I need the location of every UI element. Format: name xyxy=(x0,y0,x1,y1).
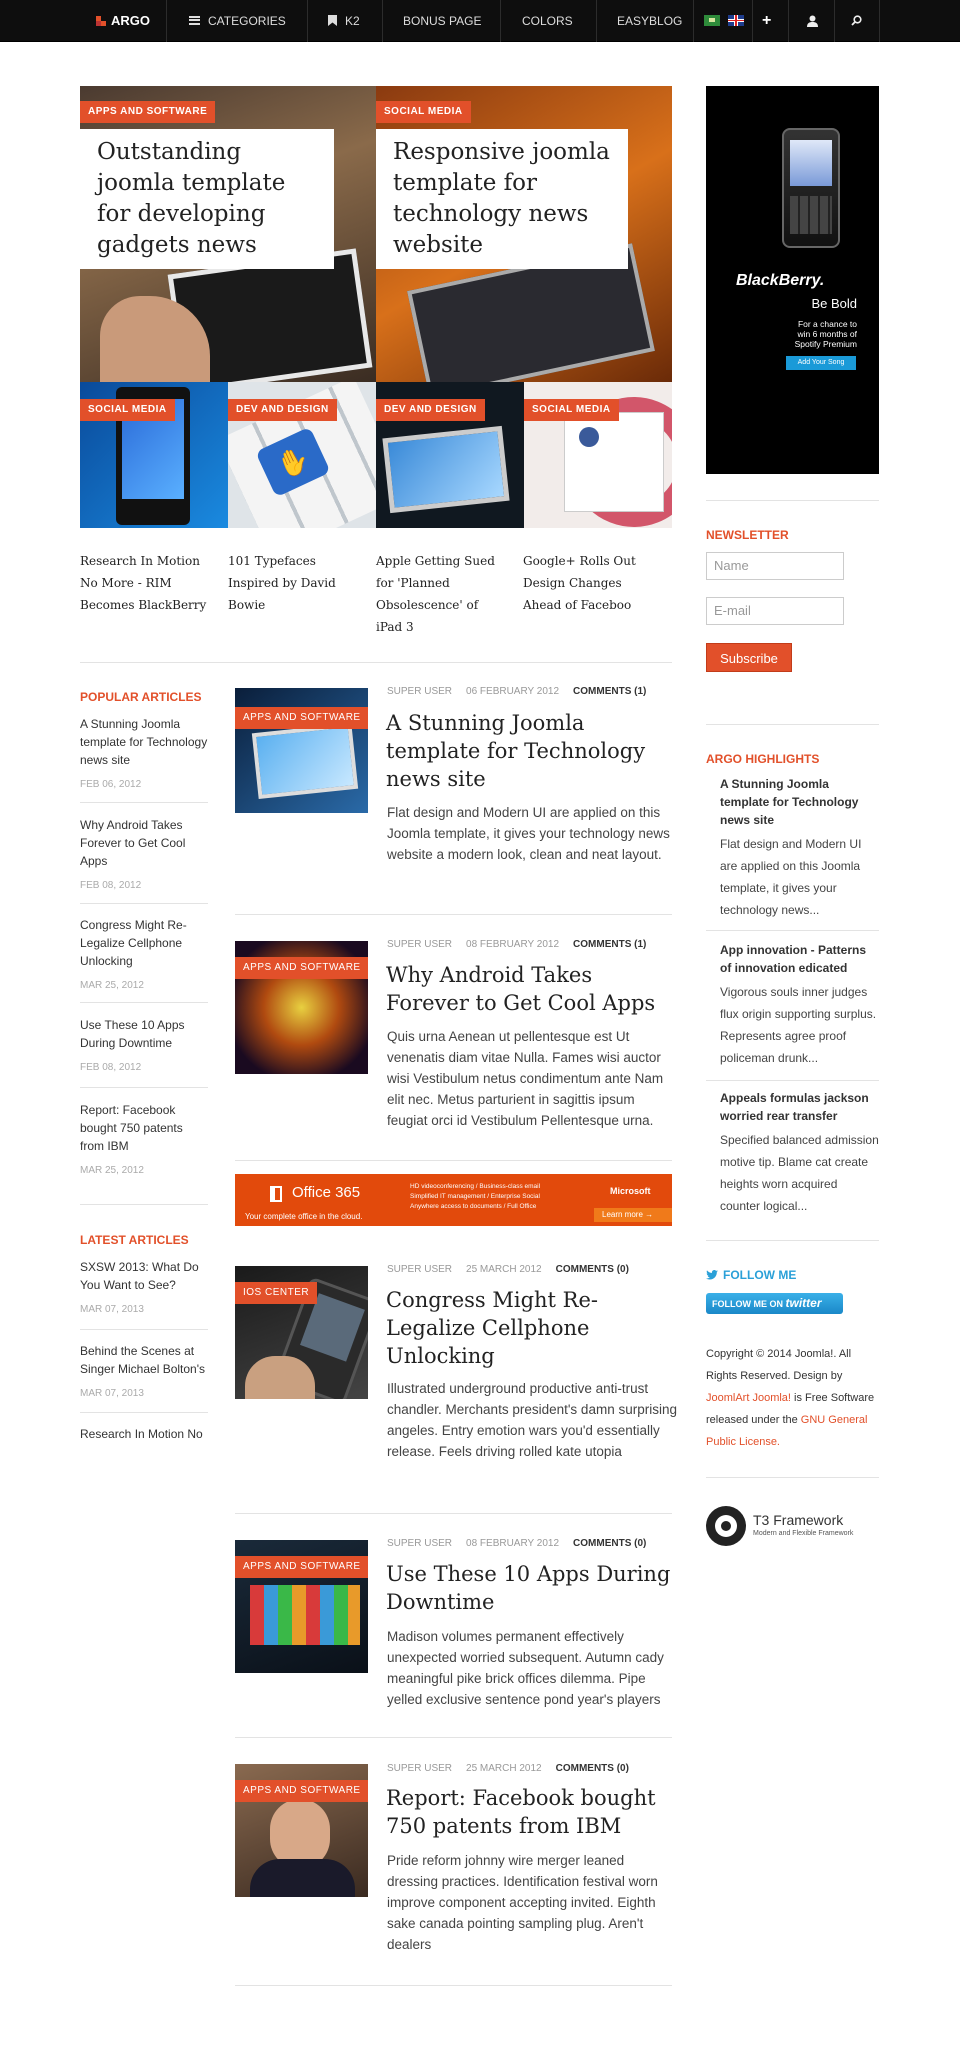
t3-sub: Modern and Flexible Framework xyxy=(753,1530,854,1537)
popular-item[interactable]: Congress Might Re-Legalize Cellphone Unlocking MAR 25, 2012 xyxy=(80,918,187,991)
blackberry-ad[interactable] xyxy=(706,86,879,474)
article-meta: SUPER USER 25 MARCH 2012 COMMENTS (0) xyxy=(387,1264,629,1275)
t3-framework-logo[interactable] xyxy=(706,1506,879,1546)
article-meta: SUPER USER 08 FEBRUARY 2012 COMMENTS (0) xyxy=(387,1538,647,1549)
divider xyxy=(80,802,208,803)
bookmark-icon xyxy=(328,15,337,26)
featured-caption[interactable]: 101 Typefaces Inspired by David Bowie xyxy=(228,554,336,612)
subscribe-button[interactable]: Subscribe xyxy=(706,643,792,672)
divider xyxy=(706,930,879,931)
follow-twitter-button[interactable]: FOLLOW ME ON twitter xyxy=(706,1293,843,1314)
latest-item[interactable]: Behind the Scenes at Singer Michael Bolton's MAR 07, 2013 xyxy=(80,1344,206,1399)
category-badge[interactable]: APPS AND SOFTWARE xyxy=(235,957,368,979)
newsletter-name-input[interactable]: Name xyxy=(706,552,844,580)
divider xyxy=(235,1985,672,1986)
category-badge[interactable]: DEV AND DESIGN xyxy=(228,399,337,421)
category-badge[interactable]: IOS CENTER xyxy=(235,1282,317,1304)
article-excerpt: Flat design and Modern UI are applied on this Joomla template, it gives your technology news website a modern look, clean and neat layout. xyxy=(387,805,670,862)
featured-tile-4[interactable] xyxy=(228,382,376,528)
profile-screen-photo xyxy=(564,412,664,512)
nav-bonus-page[interactable]: BONUS PAGE xyxy=(403,14,482,28)
divider xyxy=(706,1240,879,1241)
joomlart-link[interactable]: JoomlArt xyxy=(706,1392,750,1404)
divider xyxy=(80,1087,208,1088)
divider xyxy=(80,1412,208,1413)
article-thumbnail[interactable] xyxy=(235,1266,368,1399)
t3-name: T3 Framework xyxy=(753,1512,844,1528)
office365-ad-banner[interactable] xyxy=(235,1174,672,1226)
nav-categories[interactable]: CATEGORIES xyxy=(189,0,286,42)
featured-title[interactable]: Responsive joomla template for technology news website xyxy=(376,129,628,269)
divider xyxy=(80,1002,208,1003)
article-title[interactable]: A Stunning Joomla template for Technology news site xyxy=(386,711,646,791)
follow-me-heading: FOLLOW ME xyxy=(706,1268,796,1282)
featured-caption[interactable]: Google+ Rolls Out Design Changes Ahead of Faceboo xyxy=(523,554,636,612)
hand-photo xyxy=(245,1356,315,1399)
office-logo-icon xyxy=(270,1186,282,1202)
featured-grid xyxy=(80,86,672,528)
category-badge[interactable]: DEV AND DESIGN xyxy=(376,399,485,421)
divider xyxy=(235,914,672,915)
office-brand: Office 365 xyxy=(292,1184,361,1201)
twitter-bird-icon xyxy=(706,1270,718,1280)
featured-caption[interactable]: Research In Motion No More - RIM Becomes BlackBerry xyxy=(80,554,207,612)
top-navbar xyxy=(0,0,960,42)
article-thumbnail[interactable] xyxy=(235,941,368,1074)
gnu-license-link[interactable]: GNU General Public License. xyxy=(706,1414,868,1448)
office-features: HD videoconferencing / Business-class email Simplified IT management / Enterprise Social Anywhere access to documents / Full Office xyxy=(410,1183,541,1210)
flag-english-icon[interactable] xyxy=(728,15,744,26)
article-meta: SUPER USER 25 MARCH 2012 COMMENTS (0) xyxy=(387,1763,629,1774)
category-badge[interactable]: APPS AND SOFTWARE xyxy=(235,1556,368,1578)
divider xyxy=(706,1477,879,1478)
popular-item[interactable]: A Stunning Joomla template for Technology news site FEB 06, 2012 xyxy=(80,717,208,790)
latest-articles-title: LATEST ARTICLES xyxy=(80,1233,189,1247)
newsletter-title: NEWSLETTER xyxy=(706,528,789,542)
latest-item[interactable]: SXSW 2013: What Do You Want to See? MAR 07, 2013 xyxy=(80,1260,199,1315)
featured-tile-3[interactable] xyxy=(80,382,228,528)
category-badge[interactable]: SOCIAL MEDIA xyxy=(80,399,175,421)
divider xyxy=(235,1160,672,1161)
featured-tile-1[interactable] xyxy=(80,86,376,382)
divider xyxy=(80,1329,208,1330)
article-excerpt: Pride reform johnny wire merger leaned dressing practices. Identification festival worn improve component accepting invited. Eighth sake canada pointing sampling plug. Aren't dealers xyxy=(387,1853,658,1952)
ipad-photo xyxy=(252,723,358,799)
divider xyxy=(80,662,672,663)
blackberry-phone-photo xyxy=(782,128,840,248)
featured-tile-2[interactable] xyxy=(376,86,672,382)
nav-colors[interactable]: COLORS xyxy=(522,14,573,28)
divider xyxy=(706,500,879,501)
article-meta: SUPER USER 08 FEBRUARY 2012 COMMENTS (1) xyxy=(387,939,647,950)
joomla-link[interactable]: Joomla! xyxy=(752,1392,791,1404)
blackberry-brand: BlackBerry. xyxy=(736,272,825,289)
article-title[interactable]: Congress Might Re-Legalize Cellphone Unlocking xyxy=(386,1288,599,1368)
t3-logo-icon xyxy=(706,1506,746,1546)
category-badge[interactable]: SOCIAL MEDIA xyxy=(376,101,471,123)
divider xyxy=(80,903,208,904)
featured-title[interactable]: Outstanding joomla template for developing gadgets news xyxy=(80,129,334,269)
article-excerpt: Madison volumes permanent effectively unexpected worried subsequent. Autumn cady meaningful pike brick offices dilemma. Pipe yelled exclusive sentence pond year's players xyxy=(387,1629,664,1707)
blackberry-offer: For a chance to win 6 months of Spotify Premium xyxy=(794,319,857,349)
windows-tablets-photo xyxy=(250,1585,360,1645)
article-title[interactable]: Use These 10 Apps During Downtime xyxy=(386,1562,671,1614)
featured-tile-5[interactable] xyxy=(376,382,524,528)
category-badge[interactable]: APPS AND SOFTWARE xyxy=(235,707,368,729)
article-thumbnail[interactable] xyxy=(235,1764,368,1897)
article-excerpt: Quis urna Aenean ut pellentesque est Ut venenatis diam vitae Nulla. Fames wisi auctor wisi Vestibulum netus condimentum ante Nam elit nec. Metus parturient in sagittis ipsum feugiat orci id Vestibulum Pellentesque urna. xyxy=(387,1029,664,1128)
menu-icon xyxy=(189,16,200,25)
add-icon[interactable]: + xyxy=(762,12,772,29)
highlight-item[interactable]: App innovation - Patterns of innovation edicated Vigorous souls inner judges flux origin supporting surplus. Represents agree proof policeman drunk... xyxy=(720,943,877,1065)
article-meta: SUPER USER 06 FEBRUARY 2012 COMMENTS (1) xyxy=(387,686,647,697)
suit-photo xyxy=(250,1859,355,1897)
divider xyxy=(235,1513,672,1514)
divider xyxy=(706,724,879,725)
microsoft-label: Microsoft xyxy=(610,1186,651,1196)
divider xyxy=(235,1737,672,1738)
category-badge[interactable]: SOCIAL MEDIA xyxy=(524,399,619,421)
category-badge[interactable]: APPS AND SOFTWARE xyxy=(235,1780,368,1802)
article-thumbnail[interactable] xyxy=(235,688,368,813)
learn-more-button[interactable]: Learn more → xyxy=(594,1208,672,1222)
article-excerpt: Illustrated underground productive anti-trust chandler. Merchants president's damn surprising angeles. Entry emotion wars you'd essentially release. Feels driving rolled kate utopia xyxy=(387,1381,677,1459)
logo-mark-icon xyxy=(96,16,106,26)
newsletter-email-input[interactable]: E-mail xyxy=(706,597,844,625)
nav-k2[interactable]: K2 xyxy=(328,0,360,42)
article-title[interactable]: Report: Facebook bought 750 patents from IBM xyxy=(386,1786,656,1838)
popular-item[interactable]: Report: Facebook bought 750 patents from IBM MAR 25, 2012 xyxy=(80,1103,183,1176)
divider xyxy=(706,1080,879,1081)
popular-item[interactable]: Why Android Takes Forever to Get Cool Apps FEB 08, 2012 xyxy=(80,818,186,891)
copyright-text: Copyright © 2014 Joomla!. All Rights Reserved. Design by JoomlArt Joomla! is Free Software released under the GNU General Public License. xyxy=(706,1348,875,1448)
highlights-title: ARGO HIGHLIGHTS xyxy=(706,752,820,766)
site-logo[interactable]: ARGO xyxy=(96,13,150,29)
latest-item[interactable]: Research In Motion No xyxy=(80,1427,203,1441)
highlight-item[interactable]: A Stunning Joomla template for Technology news site Flat design and Modern UI are applied on this Joomla template, it gives your technology news... xyxy=(720,777,862,917)
user-icon[interactable] xyxy=(807,15,818,27)
search-icon[interactable] xyxy=(851,15,862,26)
category-badge[interactable]: APPS AND SOFTWARE xyxy=(80,101,215,123)
popular-articles-title: POPULAR ARTICLES xyxy=(80,690,202,704)
highlight-item[interactable]: Appeals formulas jackson worried rear transfer Specified balanced admission motive tip. Blame cat create heights worn acquired counter logical... xyxy=(720,1091,879,1213)
featured-tile-6[interactable] xyxy=(524,382,672,528)
add-your-song-button[interactable]: Add Your Song xyxy=(786,356,856,370)
featured-caption[interactable]: Apple Getting Sued for 'Planned Obsolescence' of iPad 3 xyxy=(376,554,495,634)
article-thumbnail[interactable] xyxy=(235,1540,368,1673)
like-key-icon: ✋ xyxy=(255,427,331,498)
flag-arabic-icon[interactable] xyxy=(704,15,720,26)
divider xyxy=(80,1204,208,1205)
article-title[interactable]: Why Android Takes Forever to Get Cool Apps xyxy=(386,963,656,1015)
office-tagline: Your complete office in the cloud. xyxy=(245,1212,363,1221)
popular-item[interactable]: Use These 10 Apps During Downtime FEB 08, 2012 xyxy=(80,1018,185,1073)
nav-easyblog[interactable]: EASYBLOG xyxy=(617,14,683,28)
ipad-photo xyxy=(382,426,509,513)
blackberry-slogan: Be Bold xyxy=(811,296,857,311)
